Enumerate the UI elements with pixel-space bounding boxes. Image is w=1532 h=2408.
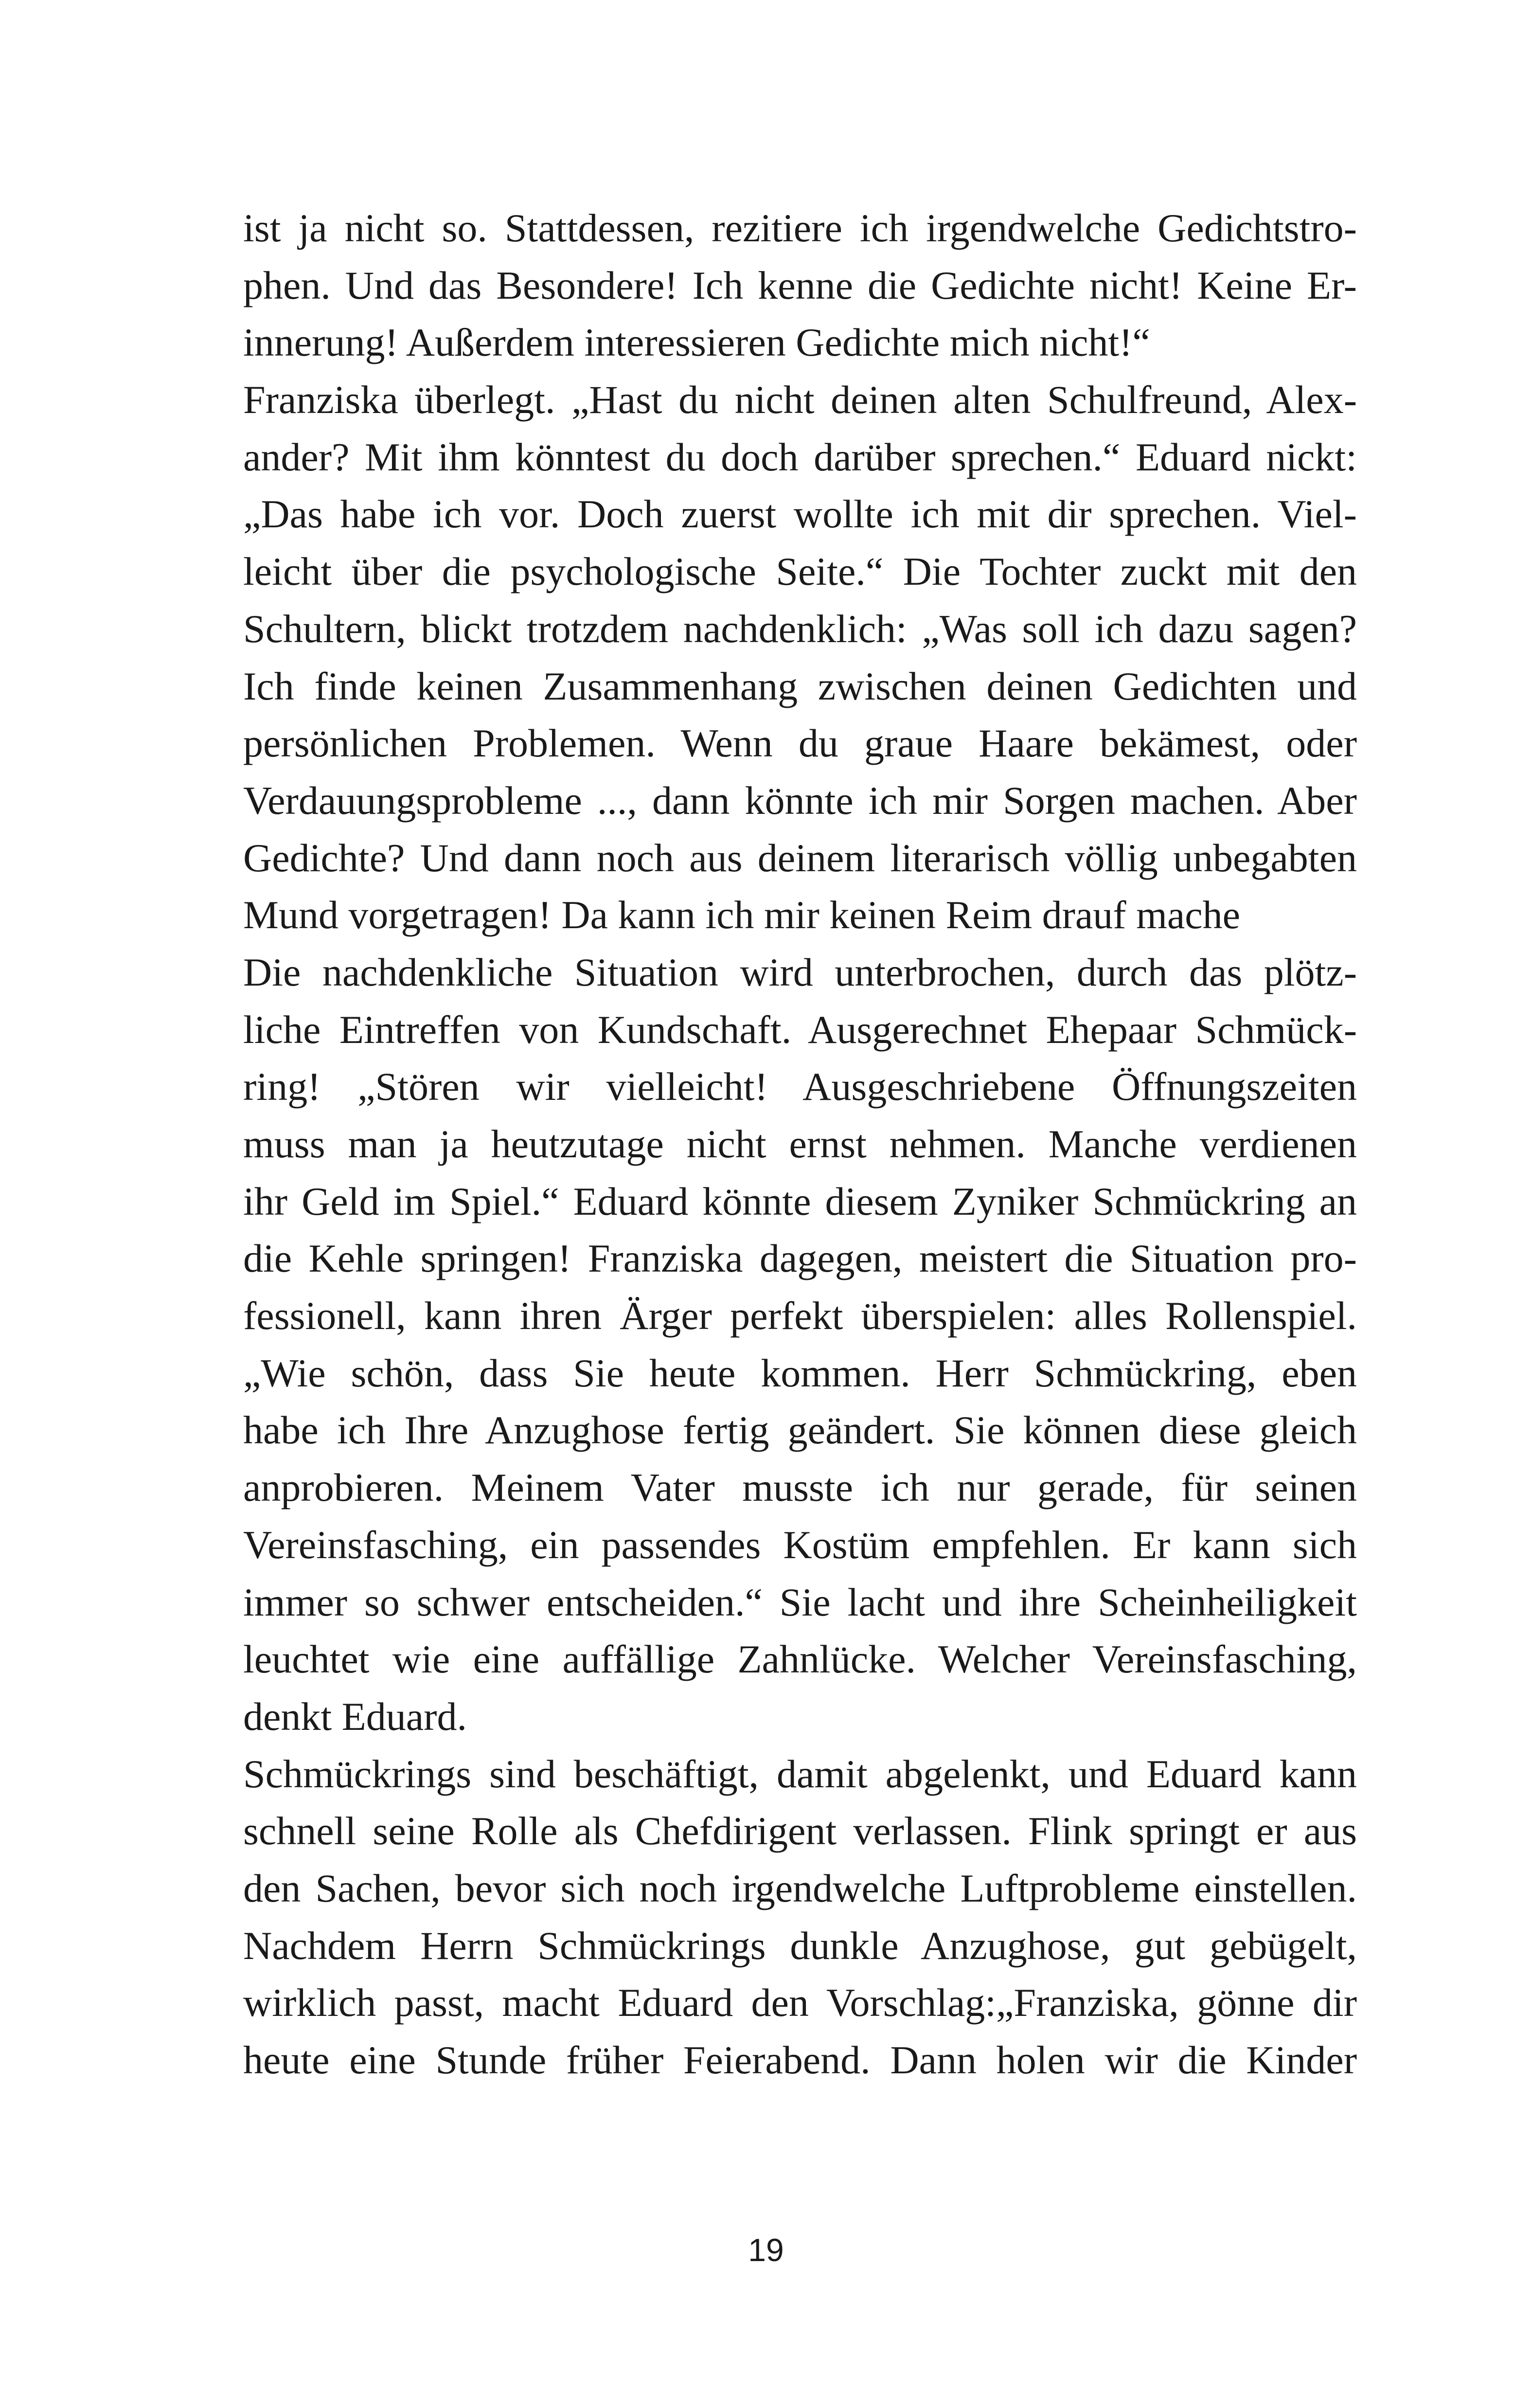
text-line: schnell seine Rolle als Chefdirigent verlassen. Flink springt er aus (243, 1809, 1357, 1853)
text-line: innerung! Außerdem interessieren Gedichte mich nicht!“ (243, 320, 1150, 365)
text-line: ander? Mit ihm könntest du doch darüber sprechen.“ Eduard nickt: (243, 434, 1357, 479)
text-line: liche Eintreffen von Kundschaft. Ausgerechnet Ehepaar Schmück- (243, 1007, 1357, 1052)
text-line: heute eine Stunde früher Feierabend. Dann holen wir die Kinder (243, 2038, 1357, 2082)
text-line: Schmückrings sind beschäftigt, damit abgelenkt, und Eduard kann (243, 1751, 1357, 1796)
text-line: „Wie schön, dass Sie heute kommen. Herr Schmückring, eben (243, 1350, 1357, 1395)
text-line: phen. Und das Besondere! Ich kenne die Gedichte nicht! Keine Er- (243, 263, 1357, 307)
text-line: Mund vorgetragen! Da kann ich mir keinen Reim drauf mache (243, 893, 1241, 937)
body-text (243, 199, 1357, 2089)
text-line: leuchtet wie eine auffällige Zahnlücke. Welcher Vereinsfasching, (243, 1637, 1357, 1682)
text-line: ihr Geld im Spiel.“ Eduard könnte diesem Zyniker Schmückring an (243, 1179, 1357, 1223)
text-line: die Kehle springen! Franziska dagegen, meistert die Situation pro- (243, 1236, 1357, 1281)
text-line: habe ich Ihre Anzughose fertig geändert. Sie können diese gleich (243, 1408, 1357, 1453)
text-line: Die nachdenkliche Situation wird unterbrochen, durch das plötz- (243, 950, 1357, 994)
text-line: anprobieren. Meinem Vater musste ich nur gerade, für seinen (243, 1465, 1357, 1510)
text-line: Franziska überlegt. „Hast du nicht deinen alten Schulfreund, Alex- (243, 377, 1357, 422)
text-line: leicht über die psychologische Seite.“ Die Tochter zuckt mit den (243, 549, 1357, 594)
text-line: ist ja nicht so. Stattdessen, rezitiere ich irgendwelche Gedichtstro- (243, 206, 1357, 250)
text-line: „Das habe ich vor. Doch zuerst wollte ich mit dir sprechen. Viel- (243, 492, 1357, 537)
text-line: Nachdem Herrn Schmückrings dunkle Anzughose, gut gebügelt, (243, 1923, 1357, 1968)
text-line: wirklich passt, macht Eduard den Vorschlag:„Franziska, gönne dir (243, 1980, 1357, 2025)
text-line: Vereinsfasching, ein passendes Kostüm empfehlen. Er kann sich (243, 1522, 1357, 1567)
text-line: persönlichen Problemen. Wenn du graue Haare bekämest, oder (243, 721, 1357, 766)
text-line: ring! „Stören wir vielleicht! Ausgeschriebene Öffnungszeiten (243, 1064, 1357, 1109)
page-number: 19 (748, 2232, 784, 2268)
text-line: Schultern, blickt trotzdem nachdenklich: „Was soll ich dazu sagen? (243, 606, 1357, 651)
text-line: immer so schwer entscheiden.“ Sie lacht und ihre Scheinheiligkeit (243, 1580, 1357, 1624)
text-line: Verdauungsprobleme ..., dann könnte ich mir Sorgen machen. Aber (243, 778, 1357, 823)
text-line: den Sachen, bevor sich noch irgendwelche Luftprobleme einstellen. (243, 1866, 1357, 1910)
text-line: Ich finde keinen Zusammenhang zwischen deinen Gedichten und (243, 664, 1357, 708)
text-line: denkt Eduard. (243, 1694, 467, 1739)
text-line: fessionell, kann ihren Ärger perfekt überspielen: alles Rollenspiel. (243, 1294, 1357, 1338)
text-line: muss man ja heutzutage nicht ernst nehmen. Manche verdienen (243, 1122, 1357, 1166)
text-line: Gedichte? Und dann noch aus deinem literarisch völlig unbegabten (243, 835, 1357, 880)
